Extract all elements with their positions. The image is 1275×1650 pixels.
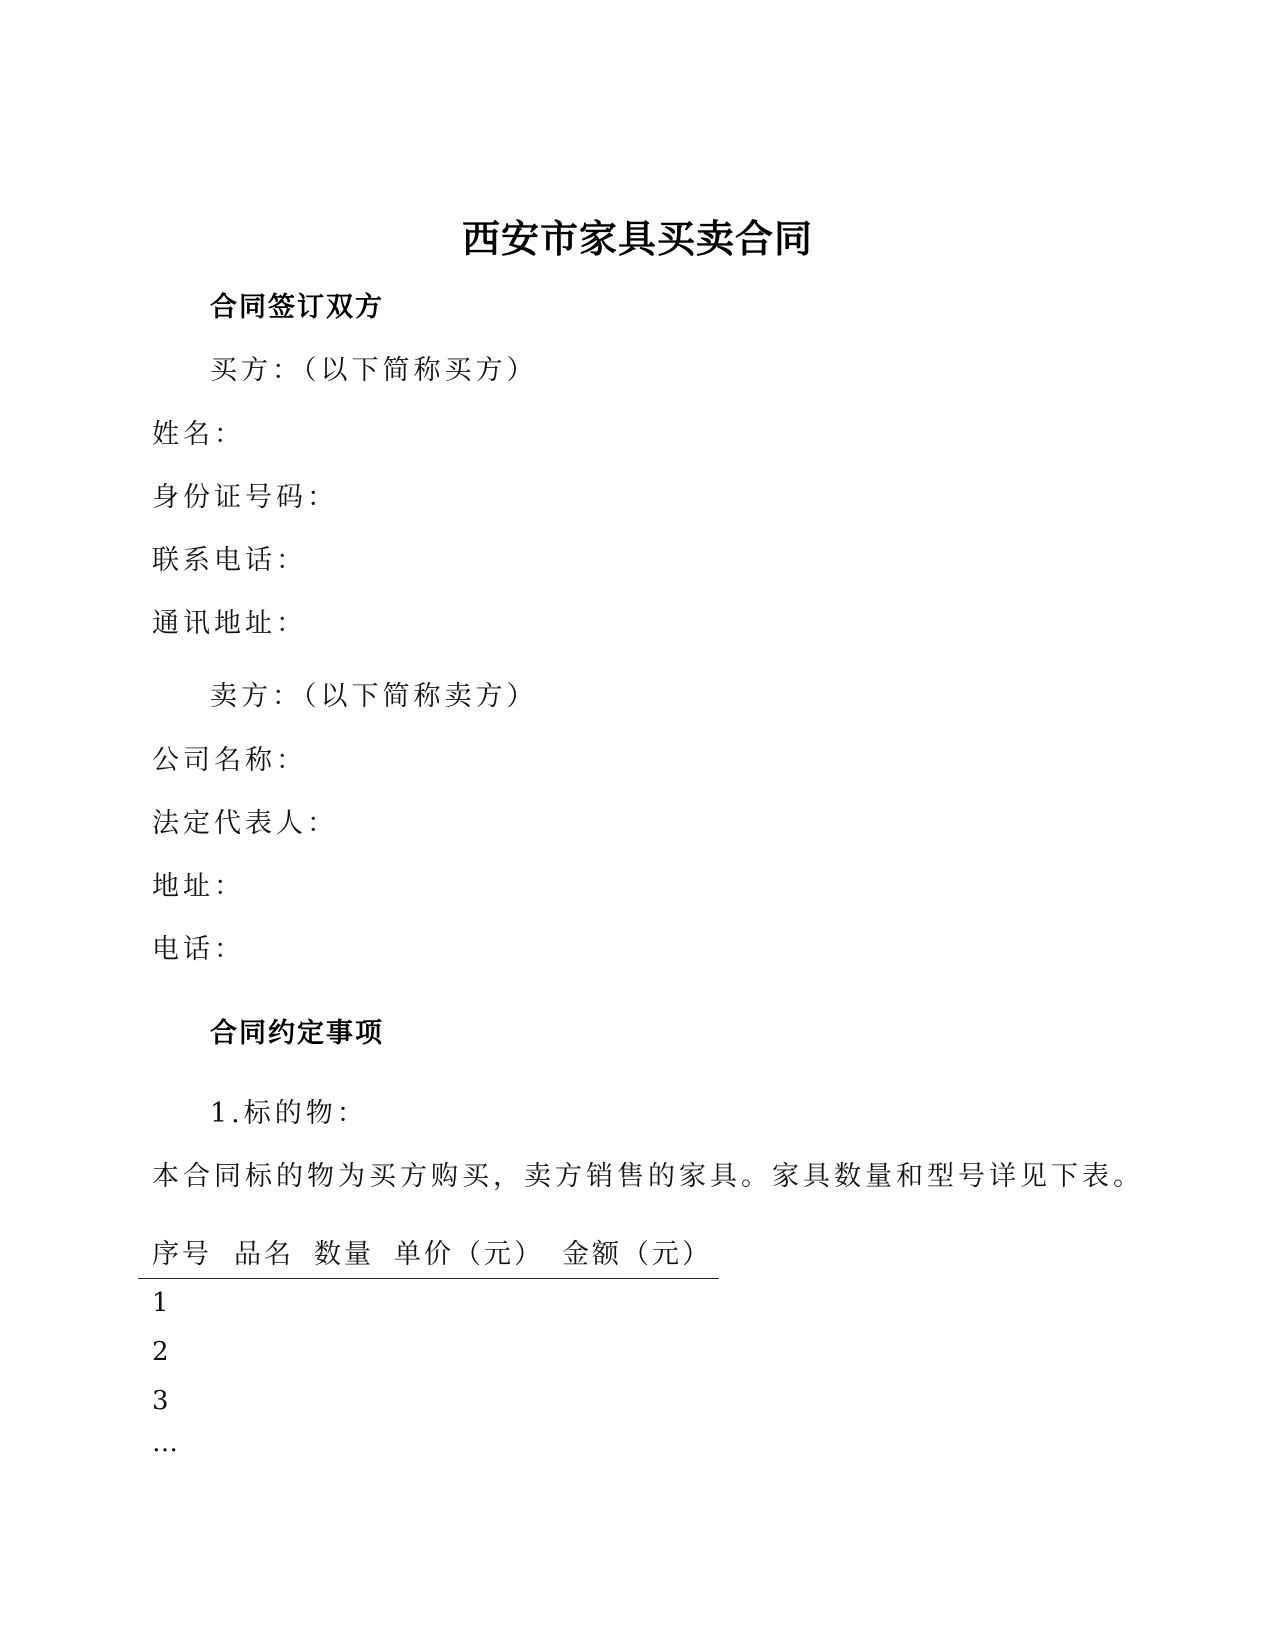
column-header-amount: 金额（元） xyxy=(562,1239,712,1270)
parties-heading: 合同签订双方 xyxy=(210,292,384,323)
column-header-quantity: 数量 xyxy=(314,1239,374,1270)
buyer-id-field: 身份证号码： xyxy=(152,482,338,513)
furniture-table-header xyxy=(152,1232,719,1272)
seller-representative-field: 法定代表人： xyxy=(152,808,338,839)
table-row: 1 xyxy=(152,1288,169,1318)
table-row: 2 xyxy=(152,1337,169,1367)
column-header-index: 序号 xyxy=(152,1239,212,1270)
column-header-unit-price: 单价（元） xyxy=(394,1239,544,1270)
table-row: … xyxy=(152,1428,178,1458)
seller-company-field: 公司名称： xyxy=(152,745,307,776)
seller-address-field: 地址： xyxy=(152,871,245,902)
table-header-rule xyxy=(138,1278,719,1279)
buyer-phone-field: 联系电话： xyxy=(152,545,307,576)
subject-matter-text: 本合同标的物为买方购买，卖方销售的家具。家具数量和型号详见下表。 xyxy=(152,1161,1144,1192)
seller-phone-field: 电话： xyxy=(152,934,245,965)
subject-matter-label: 1.标的物： xyxy=(210,1098,368,1129)
table-row: 3 xyxy=(152,1386,169,1416)
seller-label: 卖方：（以下简称卖方） xyxy=(210,681,538,712)
buyer-label: 买方：（以下简称买方） xyxy=(210,355,538,386)
buyer-name-field: 姓名： xyxy=(152,419,245,450)
terms-heading: 合同约定事项 xyxy=(210,1018,384,1049)
document-title: 西安市家具买卖合同 xyxy=(461,217,813,261)
column-header-item-name: 品名 xyxy=(234,1239,294,1270)
buyer-address-field: 通讯地址： xyxy=(152,608,307,639)
